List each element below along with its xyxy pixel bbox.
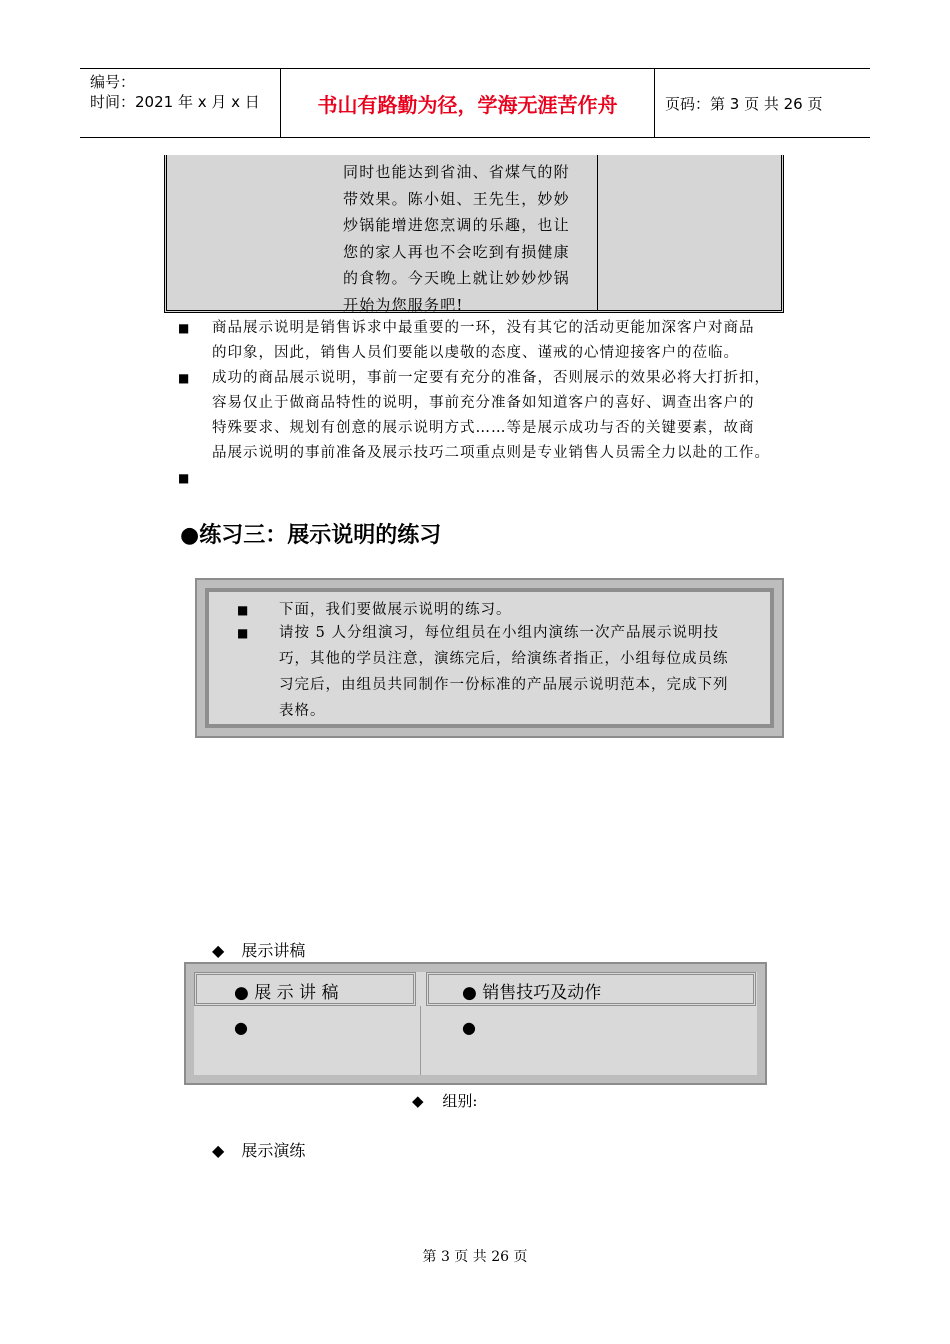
drill-label: 展示演练 [241, 1141, 306, 1160]
text-line: 习完后，由组员共同制作一份标准的产品展示说明范本，完成下列 [279, 677, 729, 693]
page-indicator: 页码：第 3 页 共 26 页 [665, 94, 823, 113]
number-label: 编号： [90, 73, 136, 91]
group-label: 组别: [442, 1092, 478, 1110]
table-divider [597, 155, 598, 310]
script-label: 展示讲稿 [241, 941, 306, 960]
script-table-divider [420, 1006, 421, 1075]
text-line: 炒锅能增进您烹调的乐趣，也让 [343, 216, 570, 234]
text-line: 巧，其他的学员注意，演练完后，给演练者指正，小组每位成员练 [279, 651, 729, 667]
group-label-row [412, 1090, 477, 1111]
document-header [80, 68, 870, 138]
continued-table [164, 155, 784, 313]
script-table [184, 962, 767, 1085]
text-line: 成功的商品展示说明，事前一定要有充分的准备，否则展示的效果必将大打折扣， [212, 370, 770, 386]
header-motto: 书山有路勤为径，学海无涯苦作舟 [281, 69, 655, 137]
section-title: ●练习三：展示说明的练习 [180, 523, 442, 548]
drill-section-label [212, 1138, 305, 1161]
text-line: 下面，我们要做展示说明的练习。 [279, 602, 512, 618]
text-line: 带效果。陈小姐、王先生，妙妙 [343, 189, 570, 208]
script-section-label [212, 938, 305, 961]
text-line: 请按 5 人分组演习，每位组员在小组内演练一次产品展示说明技 [279, 625, 719, 641]
square-bullet-icon: ■ [178, 371, 190, 385]
square-bullet-icon: ■ [237, 626, 250, 640]
text-line: 商品展示说明是销售诉求中最重要的一环，没有其它的活动更能加深客户对商品 [212, 320, 755, 336]
column-header-script: ● 展 示 讲 稿 [234, 983, 339, 1003]
text-line: 的印象，因此，销售人员们要能以虔敬的态度、谨戒的心情迎接客户的莅临。 [212, 345, 739, 361]
text-line: 同时也能达到省油、省煤气的附 [343, 163, 570, 181]
column-header-skills: ● 销售技巧及动作 [462, 983, 602, 1003]
text-line: 容易仅止于做商品特性的说明，事前充分准备如知道客户的喜好、调查出客户的 [212, 395, 755, 411]
square-bullet-icon: ■ [178, 321, 190, 335]
text-line: 您的家人再也不会吃到有损健康 [343, 242, 570, 261]
page-footer: 第 3 页 共 26 页 [422, 1249, 528, 1265]
text-line: 的食物。今天晚上就让妙妙炒锅 [343, 269, 570, 287]
practice-box [195, 578, 784, 738]
text-line: 表格。 [279, 703, 326, 719]
diamond-bullet-icon: ◆ [412, 1092, 424, 1110]
square-bullet-icon: ■ [178, 471, 190, 485]
diamond-bullet-icon: ◆ [212, 941, 225, 960]
table-cell-text [343, 159, 593, 318]
bullet-paragraph [178, 316, 818, 366]
header-meta [80, 69, 281, 137]
text-line: 特殊要求、规划有创意的展示说明方式……等是展示成功与否的关键要素，故商 [212, 420, 755, 436]
bullet-paragraph [178, 366, 818, 466]
text-line: 开始为您服务吧! [343, 295, 464, 314]
practice-item [237, 620, 757, 724]
diamond-bullet-icon: ◆ [212, 1141, 225, 1160]
square-bullet-icon: ■ [237, 603, 250, 617]
time-label: 时间：2021 年 x 月 x 日 [90, 93, 260, 111]
column-bullet: ● [462, 1018, 476, 1037]
column-bullet: ● [234, 1018, 248, 1037]
text-line: 品展示说明的事前准备及展示技巧二项重点则是专业销售人员需全力以赴的工作。 [212, 445, 770, 461]
